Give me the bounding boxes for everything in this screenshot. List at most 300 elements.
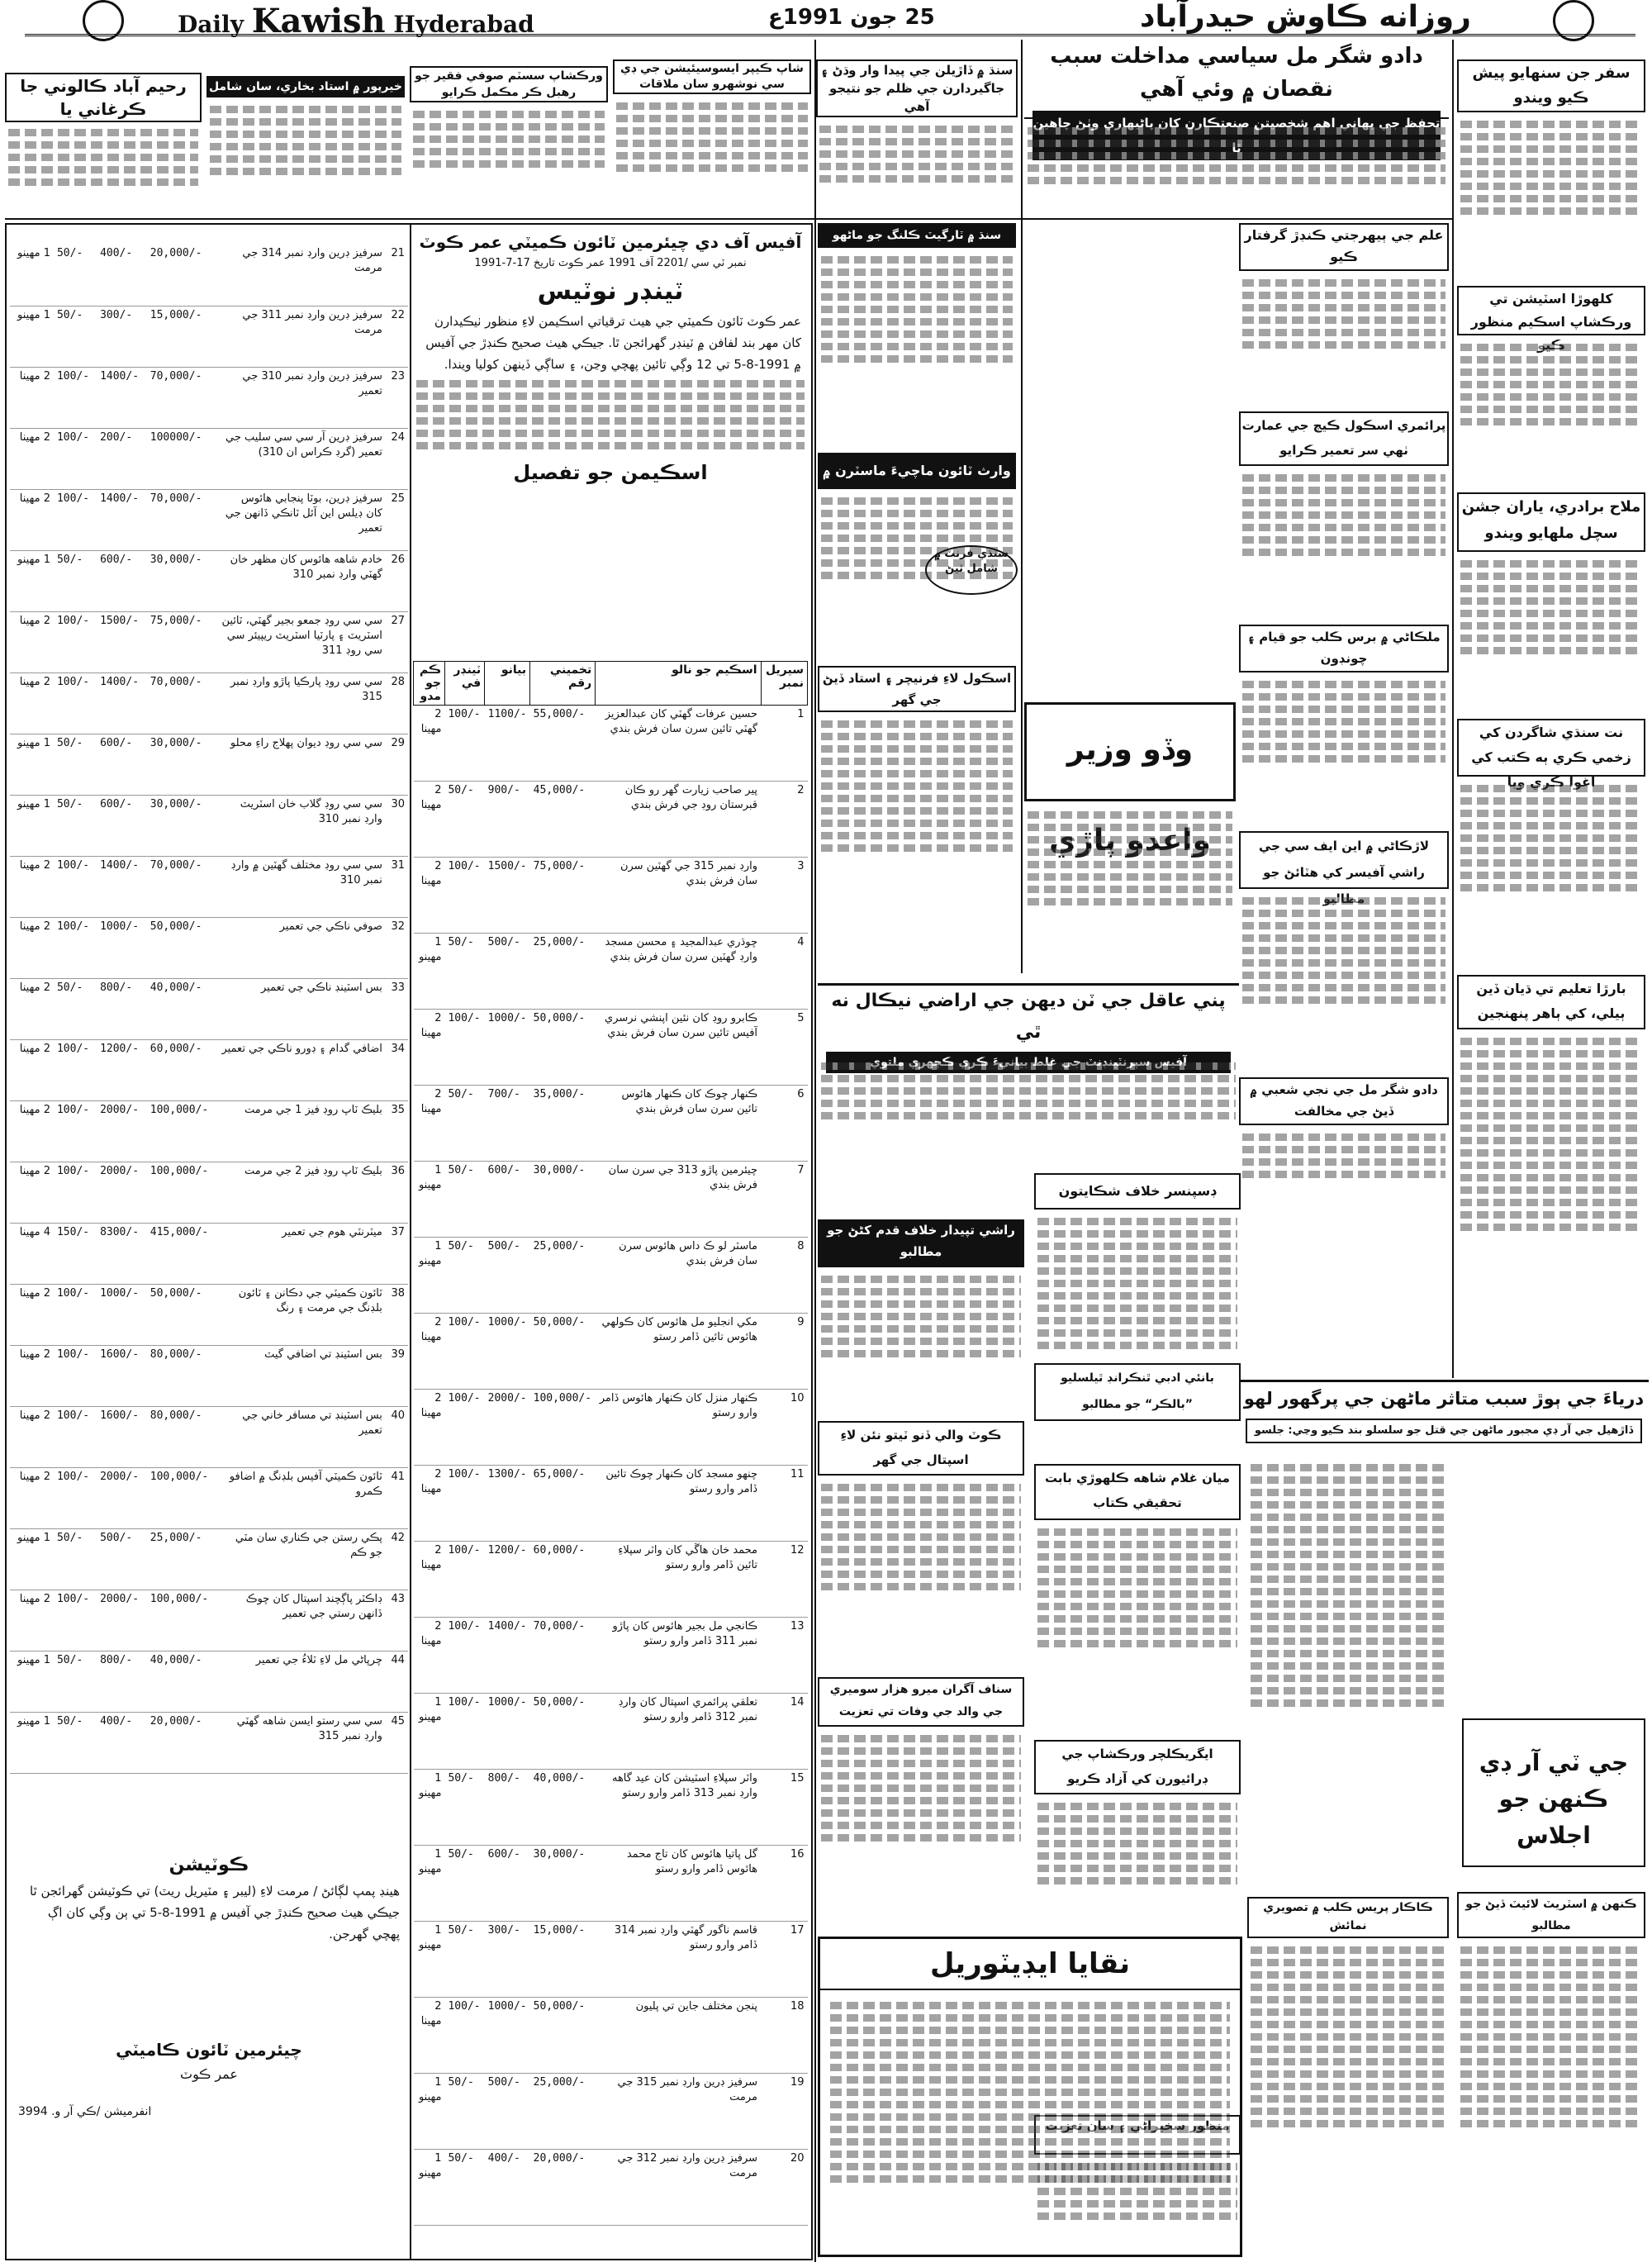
story-headline: راشي تپيدار خلاف قدم کڻڻ جو مطالبو [818, 1219, 1024, 1267]
cell-name: بليڪ ٽاپ روڊ فيز 1 جي مرمت [218, 1100, 385, 1162]
table-row [10, 611, 408, 672]
editorial-title: نقايا ايڊيٽوريل [820, 1939, 1240, 1990]
table-row [10, 1345, 408, 1406]
table-row [10, 1100, 408, 1162]
cell-amount: 30,000/- [530, 1162, 596, 1238]
cell-name: سرفيز ڊرين، بوٽا پنجابي هائوس کان ڊيلس اين آئل ٽانڪي ڏانهن جي تعمير [218, 489, 385, 550]
cell-amount: 30,000/- [147, 550, 219, 611]
tender-table [10, 245, 408, 1774]
story-body [1247, 1941, 1449, 2255]
table-row [414, 2150, 808, 2226]
cell-time: 1 مهينو [414, 2150, 445, 2226]
table-row [414, 1618, 808, 1694]
cell-fee: 50/- [444, 1238, 484, 1314]
table-row [10, 1406, 408, 1467]
table-row [10, 245, 408, 306]
table-row [414, 1238, 808, 1314]
table-row [414, 2074, 808, 2150]
story-headline: پرائمري اسڪول ڪيڄ جي عمارت ٺهي سر تعمير ڪرايو [1239, 411, 1449, 466]
story-headline: بانئي ادبي ٿنڪرانڊ ٿيلسليو ”بالڪر“ جو مطالبو [1034, 1363, 1241, 1421]
story-body [1239, 1129, 1449, 1219]
lead-subhead: تحفظ جي بهاني اهم شخصيتن صنعتڪارن کان پاڻيهاري وٺڻ چاهين ٿا [1032, 111, 1441, 160]
cell-name: بس اسٽينڊ ناڪي جي تعمير [218, 978, 385, 1039]
lead-story [1024, 40, 1449, 155]
story-headline: سنڌ ۾ ڏاڙيلن جي پيدا وار وڌڻ ۽ جاگيردارن جي ظلم جو نتيجو آهي [816, 59, 1018, 117]
cell-time: 1 مهينو [414, 2074, 445, 2150]
cell-sn: 34 [386, 1039, 408, 1100]
story-body [1457, 339, 1645, 487]
cell-fee: 100/- [444, 1618, 484, 1694]
cell-fee: 100/- [54, 672, 97, 734]
story-body [1034, 1523, 1241, 1730]
table-row [414, 1922, 808, 1998]
cell-fee: 50/- [444, 1770, 484, 1846]
cell-time: 1 مهينو [414, 1162, 445, 1238]
cell-name: ميٽرنٽي هوم جي تعمير [218, 1223, 385, 1284]
cell-earnest: 1000/- [485, 1010, 530, 1086]
cell-name: اضافي گدام ۽ ڊورو ناڪي جي تعمير [218, 1039, 385, 1100]
masthead-left-emblem-icon [83, 0, 124, 41]
cell-earnest: 600/- [97, 734, 147, 795]
editorial-box [818, 1937, 1242, 2257]
table-row [414, 1770, 808, 1846]
cell-fee: 100/- [54, 367, 97, 428]
cell-time: 2 مهينا [414, 1998, 445, 2074]
table-row [10, 1162, 408, 1223]
table-row [414, 1846, 808, 1922]
wide-headline: درياءَ جي ٻوڙ سبب متاثر ماڻهن جي پرگهور لهو [1243, 1389, 1645, 1409]
title-prefix: Daily [178, 11, 244, 38]
story-headline: علم جي ٻيهرجتي ڪنڊڙ گرفتار ڪيو [1239, 223, 1449, 271]
english-title [178, 2, 534, 40]
cell-time: 2 مهينا [10, 1406, 54, 1467]
cell-earnest: 1500/- [97, 611, 147, 672]
cell-earnest: 8300/- [97, 1223, 147, 1284]
cell-sn: 36 [386, 1162, 408, 1223]
cell-sn: 42 [386, 1528, 408, 1590]
cell-earnest: 300/- [97, 306, 147, 367]
cell-amount: 15,000/- [147, 306, 219, 367]
cell-sn: 4 [761, 934, 807, 1010]
story-headline: شاپ ڪيپر ايسوسيئيشن جي ڊي سي نوشهرو سان ملاقات [613, 59, 811, 94]
cell-fee: 100/- [444, 1466, 484, 1542]
cell-sn: 6 [761, 1086, 807, 1162]
cell-sn: 10 [761, 1390, 807, 1466]
story-body [1239, 676, 1449, 825]
table-row [414, 934, 808, 1010]
story-headline: لاڙڪاڻي ۾ اين ايف سي جي راشي آفيسر کي هٽائڻ جو مطالبو [1239, 831, 1449, 889]
cell-sn: 29 [386, 734, 408, 795]
cell-fee: 50/- [54, 245, 97, 306]
story-headline: سناف آگران ميرو هزار سوميري جي والد جي وفات تي تعزيت [818, 1677, 1024, 1727]
story-headline: نت سنڌي شاگردن کي زخمي ڪري ٻه ڪتب کي اغوا ڪري ويا [1457, 719, 1645, 777]
cell-time: 1 مهينو [10, 1651, 54, 1712]
cell-name: خادم شاهه هائوس کان مظهر خان گهٽي وارڊ نمبر 310 [218, 550, 385, 611]
cell-earnest: 2000/- [97, 1100, 147, 1162]
cell-fee: 100/- [54, 1162, 97, 1223]
cell-earnest: 1300/- [485, 1466, 530, 1542]
cell-name: وارڊ نمبر 315 جي گهٽين سرن سان فرش بندي [596, 858, 761, 934]
table-row [10, 672, 408, 734]
story-body [613, 97, 811, 215]
cell-earnest: 800/- [485, 1770, 530, 1846]
cell-name: سرفيز ڊرين وارڊ نمبر 311 جي مرمت [218, 306, 385, 367]
cell-earnest: 1500/- [485, 858, 530, 934]
story-body [1457, 116, 1645, 281]
story-headline: خيرپور ۾ استاد بخاري، سان شامل [206, 76, 405, 97]
cell-earnest: 1000/- [97, 1284, 147, 1345]
table-row [10, 1467, 408, 1528]
cell-earnest: 600/- [485, 1846, 530, 1922]
cell-sn: 7 [761, 1162, 807, 1238]
tender-table [413, 661, 808, 2226]
cell-earnest: 400/- [97, 245, 147, 306]
cell-sn: 37 [386, 1223, 408, 1284]
cell-sn: 11 [761, 1466, 807, 1542]
cell-name: قاسم ناگور گهٽي وارڊ نمبر 314 ڏامر وارو رستو [596, 1922, 761, 1998]
cell-sn: 40 [386, 1406, 408, 1467]
cell-fee: 100/- [54, 856, 97, 917]
cell-time: 2 مهينا [414, 1010, 445, 1086]
cell-time: 2 مهينا [10, 1284, 54, 1345]
cell-time: 2 مهينا [414, 1390, 445, 1466]
story-body [818, 1730, 1024, 1928]
cell-earnest: 400/- [97, 1712, 147, 1773]
masthead-right-emblem-icon [1553, 0, 1594, 41]
story-headline: ميان غلام شاهه ڪلهوڙي بابت تحقيقي ڪتاب [1034, 1464, 1241, 1520]
cell-earnest: 500/- [97, 1528, 147, 1590]
col-time: ڪم جو مدو [414, 662, 445, 706]
story-headline: رحيم آباد ڪالوني جا ڪرغاني يا [5, 73, 202, 122]
cell-name: ڪانجي مل بجير هائوس کان پاڙو نمبر 311 ڏامر وارو رستو [596, 1618, 761, 1694]
table-row [10, 428, 408, 489]
story-body [818, 1271, 1024, 1419]
cell-name: مکي انجليو مل هائوس کان ڪولهي هائوس تائين ڏامر رستو [596, 1314, 761, 1390]
tender-header [413, 230, 808, 659]
cell-time: 2 مهينا [10, 978, 54, 1039]
quotation-title: ڪوٽيشن [169, 1855, 249, 1875]
cell-fee: 50/- [444, 1162, 484, 1238]
cell-sn: 30 [386, 795, 408, 856]
cell-earnest: 1000/- [485, 1998, 530, 2074]
title-suffix: Hyderabad [393, 11, 534, 38]
table-row [10, 978, 408, 1039]
urdu-title: روزانه ڪاوش حيدرآباد [1140, 0, 1471, 34]
cell-amount: 70,000/- [147, 489, 219, 550]
story-body [206, 101, 405, 215]
schemes-title: اسڪيمن جو تفصيل [513, 461, 708, 484]
story-headline: ڊسپنسر خلاف شڪايتون [1034, 1173, 1241, 1210]
table-row [414, 782, 808, 858]
cell-fee: 100/- [444, 1998, 484, 2074]
story-body [1457, 555, 1645, 712]
cell-earnest: 200/- [97, 428, 147, 489]
quotation-block [10, 1851, 408, 2255]
cell-fee: 100/- [444, 858, 484, 934]
cell-name: سي سي روڊ مختلف گهٽين ۾ وارڊ نمبر 310 [218, 856, 385, 917]
cell-earnest: 600/- [97, 550, 147, 611]
big-headline: وڏو وزير واعدو پاڙي [1024, 702, 1236, 801]
story-body [1239, 469, 1449, 618]
story-body [5, 124, 202, 215]
cell-sn: 27 [386, 611, 408, 672]
cell-earnest: 1600/- [97, 1345, 147, 1406]
cell-amount: 70,000/- [530, 1618, 596, 1694]
table-row [10, 734, 408, 795]
signature-place: عمر ڪوٽ [180, 2066, 238, 2082]
cell-amount: 25,000/- [147, 1528, 219, 1590]
cell-amount: 70,000/- [147, 672, 219, 734]
table-row [414, 1086, 808, 1162]
cell-fee: 100/- [54, 1100, 97, 1162]
cell-time: 1 مهينو [10, 795, 54, 856]
cell-amount: 80,000/- [147, 1406, 219, 1467]
table-row [414, 1390, 808, 1466]
table-row [414, 1466, 808, 1542]
cell-earnest: 500/- [485, 1238, 530, 1314]
cell-name: حسين عرفات گهٽي کان عبدالعزيز گهٽي تائين سرن سان فرش بندي [596, 706, 761, 782]
cell-time: 1 مهينو [10, 734, 54, 795]
table-row [10, 1528, 408, 1590]
table-row [10, 1651, 408, 1712]
story-headline: ملڪاڻي ۾ برس ڪلب جو قيام ۽ چونڊون [1239, 625, 1449, 672]
cell-fee: 50/- [54, 550, 97, 611]
cell-name: ڊاڪٽر پاڳچند اسپتال کان چوڪ ڏانهن رستي جي تعمير [218, 1590, 385, 1651]
cell-time: 1 مهينو [414, 1770, 445, 1846]
cell-time: 2 مهينا [10, 917, 54, 978]
story-headline: منظور سخيراڻي ۽ سان تعزيت [1034, 2115, 1241, 2155]
cell-earnest: 1000/- [485, 1694, 530, 1770]
cell-time: 1 مهينو [414, 1238, 445, 1314]
cell-sn: 9 [761, 1314, 807, 1390]
wide-story-2 [1239, 1380, 1649, 1454]
cell-time: 2 مهينا [414, 1542, 445, 1618]
cell-fee: 100/- [54, 917, 97, 978]
cell-amount: 25,000/- [530, 1238, 596, 1314]
story-headline: جي ٽي آر ڊي ڪنهن جو اجلاس [1462, 1718, 1645, 1867]
cell-amount: 50,000/- [530, 1010, 596, 1086]
cell-sn: 18 [761, 1998, 807, 2074]
cell-earnest: 600/- [97, 795, 147, 856]
table-row [10, 917, 408, 978]
tender-office: آفيس آف دي چيئرمين ٽائون ڪميٽي عمر ڪوٽ [419, 232, 802, 252]
cell-sn: 39 [386, 1345, 408, 1406]
cell-name: سرفيز ڊرين وارڊ نمبر 315 جي مرمت [596, 2074, 761, 2150]
cell-amount: 30,000/- [530, 1846, 596, 1922]
cell-earnest: 1100/- [485, 706, 530, 782]
cell-earnest: 2000/- [97, 1162, 147, 1223]
wide-subhead: ڏاڙهيل جي آر ڊي مجبور ماڻهن جي قتل جو سلسلو بند ڪيو وڃي: جلسو [1246, 1419, 1642, 1443]
cell-time: 2 مهينا [414, 1618, 445, 1694]
cell-time: 1 مهينو [414, 1694, 445, 1770]
cell-amount: 55,000/- [530, 706, 596, 782]
cell-fee: 100/- [54, 1345, 97, 1406]
cell-time: 2 مهينا [414, 858, 445, 934]
cell-fee: 100/- [54, 428, 97, 489]
cell-fee: 50/- [444, 1922, 484, 1998]
table-row [10, 1223, 408, 1284]
cell-fee: 100/- [54, 1467, 97, 1528]
cell-name: چيئرمين پاڙو 313 جي سرن سان فرش بندي [596, 1162, 761, 1238]
cell-name: ٽائون ڪميٽي آفيس بلڊنگ ۾ اضافو ڪمرو [218, 1467, 385, 1528]
col-earnest: بيانو [485, 662, 530, 706]
cell-earnest: 600/- [485, 1162, 530, 1238]
cell-name: سرفيز ڊرين وارڊ نمبر 310 جي تعمير [218, 367, 385, 428]
cell-sn: 31 [386, 856, 408, 917]
story-body [1024, 806, 1236, 967]
table-row [10, 1284, 408, 1345]
cell-amount: 40,000/- [147, 1651, 219, 1712]
cell-amount: 75,000/- [147, 611, 219, 672]
table-row [414, 1314, 808, 1390]
cell-name: بليڪ ٽاپ روڊ فيز 2 جي مرمت [218, 1162, 385, 1223]
cell-amount: 50,000/- [147, 917, 219, 978]
cell-sn: 5 [761, 1010, 807, 1086]
cell-amount: 65,000/- [530, 1466, 596, 1542]
cell-time: 1 مهينو [414, 1846, 445, 1922]
cell-sn: 33 [386, 978, 408, 1039]
table-row [10, 795, 408, 856]
cell-sn: 28 [386, 672, 408, 734]
table-row [414, 1010, 808, 1086]
story-body [818, 251, 1016, 441]
table-row [10, 1039, 408, 1100]
cell-time: 2 مهينا [10, 1039, 54, 1100]
story-headline: ورڪشاپ سسٽم صوفي فقير جو رهبل ڪر مڪمل ڪرايو [410, 66, 608, 102]
cell-sn: 14 [761, 1694, 807, 1770]
cell-earnest: 1400/- [97, 856, 147, 917]
cell-amount: 40,000/- [147, 978, 219, 1039]
cell-time: 2 مهينا [10, 1345, 54, 1406]
story-body [818, 1057, 1239, 1173]
cell-amount: 100,000/- [147, 1100, 219, 1162]
title-main: Kawish [251, 2, 386, 40]
cell-amount: 50,000/- [530, 1694, 596, 1770]
cell-name: سرفيز ڊرين وارڊ نمبر 312 جي مرمت [596, 2150, 761, 2226]
table-row [10, 489, 408, 550]
cell-earnest: 1000/- [485, 1314, 530, 1390]
cell-name: سي سي روڊ گلاب خان اسٽريٽ وارڊ نمبر 310 [218, 795, 385, 856]
cell-time: 2 مهينا [10, 856, 54, 917]
cell-amount: 100000/- [147, 428, 219, 489]
cell-sn: 20 [761, 2150, 807, 2226]
cell-fee: 100/- [444, 1010, 484, 1086]
cell-time: 1 مهينو [10, 1528, 54, 1590]
tender-body: عمر ڪوٽ ٽائون ڪميٽي جي هيٺ ترقياتي اسڪيمن لاءِ منظور ٺيڪيدارن کان مهر بند لفافن ۾ ٽينڊر گهرائجن ٿا. جيڪي هيٺ صحيح ڪنڊڙ جي آفيس ۾ 1991-8-5 تي 12 وڳي تائين پهچي وڃن، ۽ ساڳي ڏينهن کوليا ويندا. [425, 314, 801, 372]
cell-time: 2 مهينا [414, 1086, 445, 1162]
scheme-table-a [413, 661, 808, 2255]
signature-title: چيئرمين ٽائون ڪاميٽي [116, 2040, 302, 2060]
cell-earnest: 1200/- [485, 1542, 530, 1618]
cell-fee: 100/- [54, 611, 97, 672]
story-headline: اسڪول لاءِ فرنيچر ۽ استاد ڏيڻ جي گهر [818, 666, 1016, 712]
cell-amount: 50,000/- [147, 1284, 219, 1345]
cell-sn: 1 [761, 706, 807, 782]
cell-earnest: 800/- [97, 1651, 147, 1712]
cell-amount: 415,000/- [147, 1223, 219, 1284]
cell-earnest: 1400/- [485, 1618, 530, 1694]
cell-sn: 19 [761, 2074, 807, 2150]
cell-time: 1 مهينو [10, 245, 54, 306]
cell-sn: 38 [386, 1284, 408, 1345]
cell-time: 2 مهينا [414, 1314, 445, 1390]
cell-sn: 23 [386, 367, 408, 428]
cell-name: سرفيز ڊرين وارڊ نمبر 314 جي مرمت [218, 245, 385, 306]
cell-time: 2 مهينا [10, 1100, 54, 1162]
story-headline: ملاح برادري، ياران جشن سچل ملهايو ويندو [1457, 492, 1645, 552]
story-headline: سنڌ ۾ ٽارگيٽ ڪلنگ جو ماڻهو ڪتب ڪيو وڃي [818, 223, 1016, 248]
cell-fee: 50/- [54, 1528, 97, 1590]
cell-name: چنهو مسجد کان ڪنهار چوڪ تائين ڏامر وارو رستو [596, 1466, 761, 1542]
table-row [10, 1712, 408, 1773]
cell-time: 2 مهينا [10, 1467, 54, 1528]
cell-sn: 22 [386, 306, 408, 367]
cell-earnest: 1600/- [97, 1406, 147, 1467]
cell-fee: 50/- [54, 1651, 97, 1712]
tender-ref: نمبر ٽي سي /2201 آف 1991 عمر ڪوٽ تاريخ 17-7-1991 [474, 257, 747, 269]
cell-sn: 25 [386, 489, 408, 550]
cell-name: چرپاڻي مل لاءِ ٽلاءُ جي تعمير [218, 1651, 385, 1712]
cell-fee: 100/- [54, 489, 97, 550]
cell-sn: 32 [386, 917, 408, 978]
cell-amount: 75,000/- [530, 858, 596, 934]
cell-fee: 100/- [444, 1694, 484, 1770]
cell-fee: 100/- [54, 1406, 97, 1467]
cell-time: 1 مهينو [10, 306, 54, 367]
cell-fee: 50/- [54, 734, 97, 795]
cell-fee: 100/- [444, 1314, 484, 1390]
story-body [1239, 892, 1449, 1074]
cell-name: ٽائون ڪميٽي جي دڪانن ۽ ٽائون بلڊنگ جي مرمت ۽ رنگ [218, 1284, 385, 1345]
col-serial: سيريل نمبر [761, 662, 807, 706]
cell-earnest: 800/- [97, 978, 147, 1039]
cell-earnest: 1000/- [97, 917, 147, 978]
cell-earnest: 1200/- [97, 1039, 147, 1100]
cell-name: سي سي روڊ جمعو بجير گهٽي، ٽائين اسٽريٽ ۽ پارٽيا اسٽريٽ ريپيئر سي سي روڊ 311 [218, 611, 385, 672]
cell-sn: 43 [386, 1590, 408, 1651]
cell-sn: 2 [761, 782, 807, 858]
story-headline: ايگريڪلچر ورڪشاپ جي ڊرائيورن کي آزاد ڪريو [1034, 1740, 1241, 1794]
cell-sn: 15 [761, 1770, 807, 1846]
cell-name: محمد خان هاڱي کان واٽر سپلاءِ تائين ڏامر وارو رستو [596, 1542, 761, 1618]
cell-sn: 26 [386, 550, 408, 611]
table-row [10, 550, 408, 611]
cell-fee: 100/- [444, 1390, 484, 1466]
cell-fee: 50/- [54, 306, 97, 367]
cell-fee: 50/- [54, 978, 97, 1039]
table-row [10, 306, 408, 367]
cell-name: سي سي رستو ايسن شاهه گهٽي وارڊ نمبر 315 [218, 1712, 385, 1773]
cell-sn: 3 [761, 858, 807, 934]
cell-earnest: 1400/- [97, 489, 147, 550]
column-rule [814, 40, 816, 2262]
cell-amount: 20,000/- [147, 1712, 219, 1773]
cell-time: 1 مهينو [414, 1922, 445, 1998]
cell-name: بس اسٽينڊ تي اضافي گيٽ [218, 1345, 385, 1406]
story-body [1457, 780, 1645, 970]
cell-fee: 150/- [54, 1223, 97, 1284]
cell-name: چوڌري عبدالمجيد ۽ محسن مسجد وارڊ گهٽين سرن سان فرش بندي [596, 934, 761, 1010]
story-headline: ڪاڪار پريس ڪلب ۾ تصويري نمائش [1247, 1897, 1449, 1938]
cell-amount: 45,000/- [530, 782, 596, 858]
cell-sn: 16 [761, 1846, 807, 1922]
cell-earnest: 300/- [485, 1922, 530, 1998]
cell-name: بس اسٽينڊ تي مسافر خاني جي تعمير [218, 1406, 385, 1467]
cell-amount: 40,000/- [530, 1770, 596, 1846]
cell-earnest: 1400/- [97, 367, 147, 428]
cell-amount: 50,000/- [530, 1314, 596, 1390]
story-headline: بارڙا تعليم تي ڌيان ڏين ٻيلي، کي ٻاهر پنهنجين [1457, 975, 1645, 1029]
